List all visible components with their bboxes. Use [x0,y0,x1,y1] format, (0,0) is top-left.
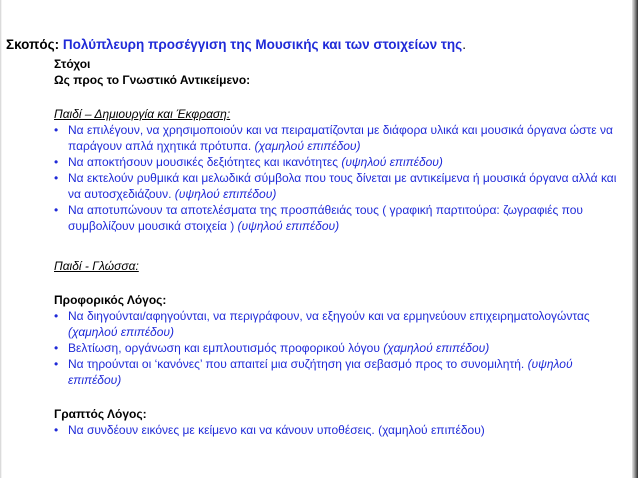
title-text: Πολύπλευρη προσέγγιση της Μουσικής και των στοιχείων της [62,37,463,52]
list-item-text: Να αποκτήσουν μουσικές δεξιότητες και ικανότητες [68,155,338,169]
goals-heading: Στόχοι [54,57,91,71]
list-item-level: (χαμηλού επιπέδου) [254,139,361,153]
title-period: . [462,37,466,52]
oral-speech-heading: Προφορικός Λόγος: [54,293,167,307]
list-item-level: (υψηλού επιπέδου) [174,187,277,201]
list-item-text: Να επιλέγουν, να χρησιμοποιούν και να πειραματίζονται με διάφορα υλικά και μουσικά όργανα ώστε να παράγουν απλά ηχητικά πρότυπα. [68,123,613,153]
list-item [54,170,624,202]
spacer [54,274,624,292]
slide-title [6,37,466,52]
list-item [54,340,624,356]
list-item-text: Βελτίωση, οργάνωση και εμπλουτισμός προφορικού λόγου [68,341,380,355]
list-item [54,202,624,234]
list-item [54,356,624,388]
bullet-icon: • [54,309,59,323]
list-item-level: (υψηλού επιπέδου) [237,219,340,233]
list-item-level: (χαμηλού επιπέδου) [68,325,174,339]
list-item-text: Να συνδέουν εικόνες με κείμενο και να κάνουν υποθέσεις. (χαμηλού επιπέδου) [68,423,485,437]
list-item-text: Να αποτυπώνουν τα αποτελέσματα της προσπάθειάς τους ( γραφική παρτιτούρα: ζωγραφιές που συμβολίζουν μουσικά στοιχεία ) [68,203,583,233]
bullet-icon: • [54,123,59,137]
bullet-icon: • [54,357,59,371]
list-item-level: (υψηλού επιπέδου) [341,155,443,169]
slide-right-edge-shadow [632,0,638,478]
creativity-list [54,122,624,234]
list-item-text: Να τηρούνται οι ‘κανόνες’ που απαιτεί μια συζήτηση για σεβασμό προς το συνομιλητή. [68,357,525,371]
list-item [54,422,624,438]
oral-speech-list [54,308,624,388]
bullet-icon: • [54,155,59,169]
bullet-icon: • [54,341,59,355]
written-speech-heading: Γραπτός Λόγος: [54,407,147,421]
goals-subheading: Ως προς το Γνωστικό Αντικείμενο: [54,73,251,87]
slide-content [54,56,624,438]
list-item [54,154,624,170]
section-language-heading: Παιδί - Γλώσσα: [54,259,139,273]
list-item [54,308,624,340]
list-item-text: Να διηγούνται/αφηγούνται, να περιγράφουν, να εξηγούν και να ερμηνεύουν επιχειρηματολογώντας [68,309,590,323]
section-creativity-heading: Παιδί – Δημιουργία και Έκφραση: [54,107,231,121]
spacer [54,388,624,406]
spacer [54,234,624,252]
bullet-icon: • [54,171,59,185]
spacer [54,88,624,106]
list-item-text: Να εκτελούν ρυθμικά και μελωδικά σύμβολα που τους δίνεται με αντικείμενα ή μουσικά όργανα αλλά και να αυτοσχεδιάζουν. [68,171,617,201]
bullet-icon: • [54,203,59,217]
written-speech-list [54,422,624,438]
list-item-level: (χαμηλού επιπέδου) [383,341,490,355]
list-item-level: (υψηλού επιπέδου) [68,357,573,387]
title-label: Σκοπός: [6,37,60,52]
list-item [54,122,624,154]
bullet-icon: • [54,423,59,437]
